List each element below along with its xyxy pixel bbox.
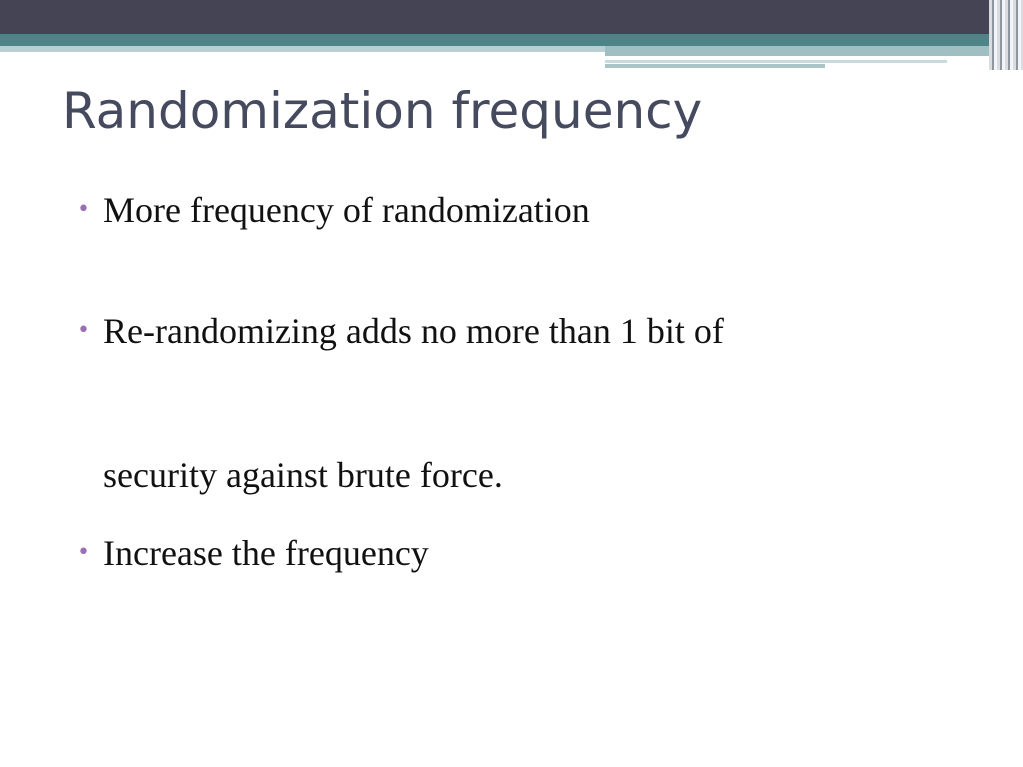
header-thin-line-lower [605,64,825,68]
bullet-text-1: More frequency of randomization [103,190,590,230]
bullet-text-2: Re-randomizing adds no more than 1 bit of [103,311,724,351]
bullet-text-2-continuation: security against brute force. [103,455,503,495]
bullet-dot-2: • [77,318,90,343]
header-band-light [0,46,605,52]
header-band-teal [0,34,1023,46]
header-thin-line [605,60,947,63]
header-band-dark [0,0,1023,34]
bullet-dot-3: • [77,540,90,565]
slide-title: Randomization frequency [62,82,703,140]
header-band-light-right [605,46,1023,56]
bullet-text-3: Increase the frequency [103,533,429,573]
header-stripes [989,0,1023,70]
bullet-dot-1: • [77,197,90,222]
